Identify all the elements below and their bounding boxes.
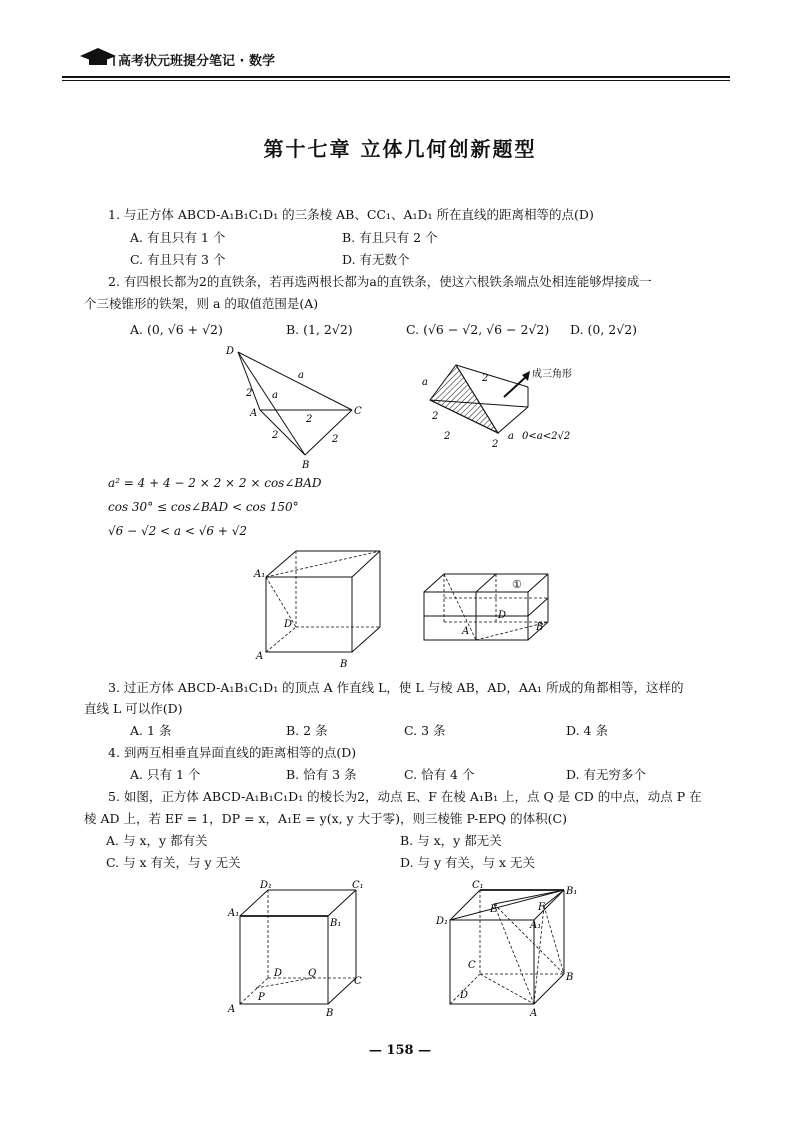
q4-option-c: C. 恰有 4 个 <box>404 767 475 782</box>
q2-option-c: C. (√6 − √2, √6 − 2√2) <box>406 322 550 337</box>
fig1-label-2d: 2 <box>332 434 339 445</box>
fig5-label-c: C <box>354 976 362 987</box>
q1-option-c: C. 有且只有 3 个 <box>130 252 226 267</box>
q5-stem-line1: 5. 如图，正方体 ABCD-A₁B₁C₁D₁ 的棱长为2，动点 E、F 在棱 A₁B₁ 上，点 Q 是 CD 的中点，动点 P 在 <box>108 789 702 804</box>
figure-cube-ef <box>432 878 582 1018</box>
q3-option-d: D. 4 条 <box>566 723 608 738</box>
figure-cube-1 <box>252 545 392 670</box>
fig3-label-a: A <box>256 651 264 662</box>
header-rule-thin <box>62 80 730 81</box>
q2-stem-line2: 个三棱锥形的铁架，则 a 的取值范围是(A) <box>84 296 319 311</box>
fig5-label-a1: A₁ <box>228 908 240 919</box>
fig1-label-2b: 2 <box>306 414 313 425</box>
chapter-title: 第十七章 立体几何创新题型 <box>263 137 537 161</box>
fig6-label-d: D <box>460 990 469 1001</box>
q3-option-b: B. 2 条 <box>286 723 328 738</box>
fig6-label-e: E <box>490 904 498 915</box>
fig6-label-a: A <box>530 1008 538 1019</box>
q5-option-b: B. 与 x，y 都无关 <box>400 833 502 848</box>
q3-option-c: C. 3 条 <box>404 723 446 738</box>
graduation-cap-icon <box>78 44 118 70</box>
q2-stem-line1: 2. 有四根长都为2的直铁条，若再选两根长都为a的直铁条，使这六根铁条端点处相连能够焊接成一 <box>108 274 652 289</box>
fig5-label-b1: B₁ <box>330 918 342 929</box>
fig4-label-a: A <box>462 626 470 637</box>
figure-cube-pq <box>226 878 371 1018</box>
work-line-2: cos 30° ≤ cos∠BAD < cos 150° <box>108 500 299 514</box>
work-line-1: a² = 4 + 4 − 2 × 2 × 2 × cos∠BAD <box>108 476 322 490</box>
q5-stem-line2: 棱 AD 上，若 EF = 1，DP = x，A₁E = y(x, y 大于零)，则三棱锥 P-EPQ 的体积(C) <box>84 811 567 826</box>
q2-option-d: D. (0, 2√2) <box>570 322 638 337</box>
fig4-label-d: D <box>498 610 507 621</box>
q3-stem-line2: 直线 L 可以作(D) <box>84 701 183 716</box>
fig2-label-a2: a <box>508 431 514 442</box>
q2-option-a: A. (0, √6 + √2) <box>130 322 223 337</box>
fig1-label-2: 2 <box>246 388 253 399</box>
fig1-label-d: D <box>226 346 235 357</box>
fig2-range: 0<a<2√2 <box>522 431 571 442</box>
fig5-label-a: A <box>228 1004 236 1015</box>
q4-option-b: B. 恰有 3 条 <box>286 767 357 782</box>
fig6-label-c: C <box>468 960 476 971</box>
fig1-label-a: a <box>298 370 304 381</box>
fig3-label-d: D <box>284 619 293 630</box>
fig6-label-b: B <box>566 972 574 983</box>
fig2-label-a: a <box>422 377 428 388</box>
fig1-label-A: A <box>250 408 258 419</box>
fig1-label-2c: 2 <box>272 430 279 441</box>
q3-stem-line1: 3. 过正方体 ABCD-A₁B₁C₁D₁ 的顶点 A 作直线 L，使 L 与棱 AB，AD，AA₁ 所成的角都相等，这样的 <box>108 680 684 695</box>
fig6-label-f: F <box>538 902 545 913</box>
q5-option-a: A. 与 x，y 都有关 <box>106 833 208 848</box>
work-line-3: √6 − √2 < a < √6 + √2 <box>108 524 248 538</box>
fig5-label-d1: D₁ <box>260 880 273 891</box>
figure-tetrahedron <box>220 340 380 475</box>
fig1-label-B: B <box>302 460 310 471</box>
fig5-label-d: D <box>274 968 283 979</box>
q1-option-b: B. 有且只有 2 个 <box>342 230 438 245</box>
q1-option-a: A. 有且只有 1 个 <box>130 230 226 245</box>
fig5-label-q: Q <box>308 968 317 979</box>
q1-stem: 1. 与正方体 ABCD-A₁B₁C₁D₁ 的三条棱 AB、CC₁、A₁D₁ 所在直线的距离相等的点(D) <box>108 207 594 222</box>
q5-option-c: C. 与 x 有关，与 y 无关 <box>106 855 241 870</box>
q4-option-d: D. 有无穷多个 <box>566 767 647 782</box>
fig4-circle-1: ① <box>512 578 522 591</box>
q5-option-d: D. 与 y 有关，与 x 无关 <box>400 855 536 870</box>
fig2-label-2c: 2 <box>444 431 451 442</box>
fig3-label-b: B <box>340 659 348 670</box>
fig5-label-c1: C₁ <box>352 880 364 891</box>
fig6-label-b1: B₁ <box>566 886 578 897</box>
fig1-label-a2: a <box>272 390 278 401</box>
q4-option-a: A. 只有 1 个 <box>130 767 201 782</box>
fig1-label-C: C <box>354 406 362 417</box>
figure-triangle-prism <box>418 355 618 450</box>
fig2-label-2b: 2 <box>432 411 439 422</box>
q4-stem: 4. 到两互相垂直异面直线的距离相等的点(D) <box>108 745 357 760</box>
fig2-note: 成三角形 <box>532 369 572 380</box>
fig2-label-2d: 2 <box>492 439 499 450</box>
q3-option-a: A. 1 条 <box>130 723 172 738</box>
fig3-label-a1: A₁ <box>254 569 266 580</box>
header-rule <box>62 76 730 78</box>
q1-option-d: D. 有无数个 <box>342 252 410 267</box>
fig6-label-a1: A₁ <box>530 920 542 931</box>
fig5-label-p: P <box>258 992 265 1003</box>
page-number: — 158 — <box>368 1043 432 1058</box>
fig4-label-b: B <box>536 622 544 633</box>
q2-option-b: B. (1, 2√2) <box>286 322 353 337</box>
fig6-label-c1: C₁ <box>472 880 484 891</box>
fig5-label-b: B <box>326 1008 334 1019</box>
fig2-label-2: 2 <box>482 373 489 384</box>
figure-double-cube <box>420 568 555 648</box>
header-title: 高考状元班提分笔记 · 数学 <box>118 54 275 69</box>
fig6-label-d1: D₁ <box>436 916 449 927</box>
